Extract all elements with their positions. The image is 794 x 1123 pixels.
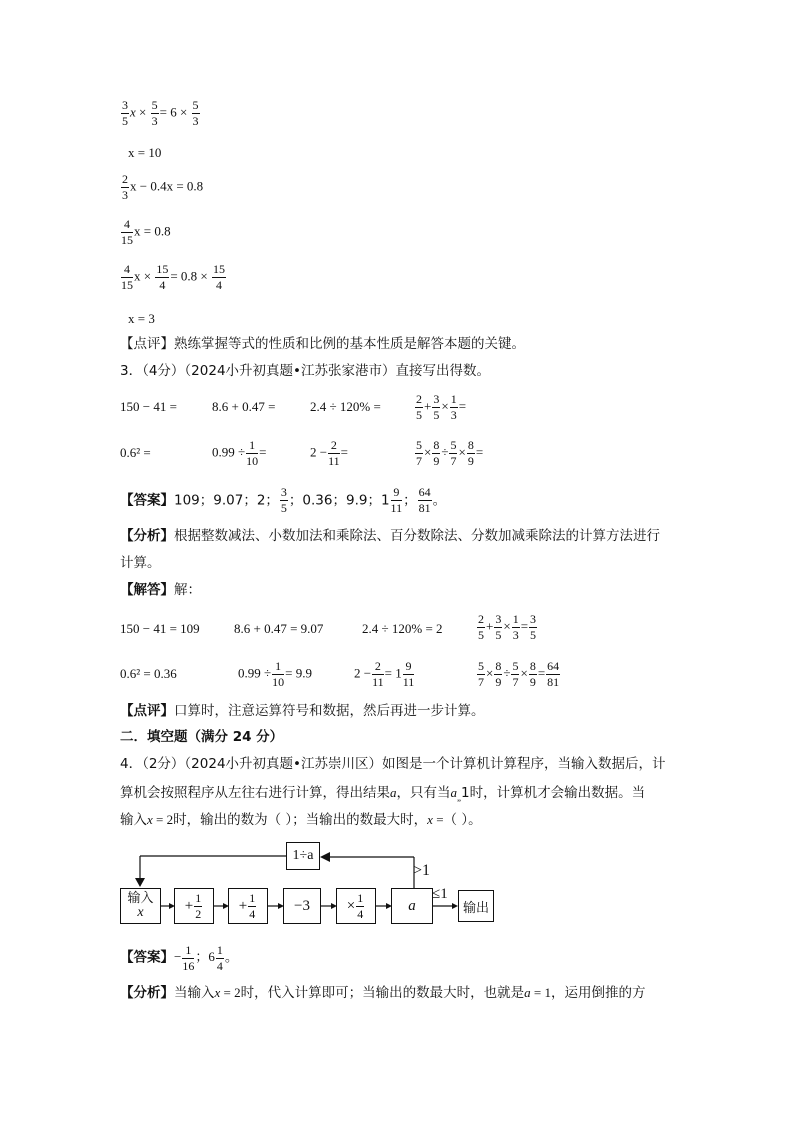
q4-line3: 输入x = 2时，输出的数为（ ）；当输出的数最大时，x =（ ）。	[120, 812, 482, 828]
q3-analysis: 【分析】根据整数减法、小数加法和乘除法、百分数除法、分数加减乘除法的计算方法进行	[120, 528, 660, 544]
q3-sol-2d: $\frac{5}{7}$ × $\frac{8}{9}$ ÷ $\frac{5}{7}$ × $\frac{8}{9}$ = $\frac{64}{81}$	[478, 659, 560, 689]
fraction: $\frac{5}{3}$	[151, 98, 158, 128]
equation-line-4: $\frac{4}{15}$ x = 0.8	[121, 217, 171, 247]
flow-gt1-label: >1	[413, 862, 431, 879]
flow-plus-quarter-box: + 1 4	[228, 888, 268, 924]
equation-line-6: x = 3	[128, 311, 155, 326]
q4-answer: 【答案】− $\frac{1}{16}$ ；6 $\frac{1}{4}$ 。	[120, 943, 239, 973]
q4-line2: 算机会按照程序从左往右进行计算，得出结果a，只有当$a_„1$时，计算机才会输出数据。当	[120, 785, 646, 803]
q3-row2-c: 2 − $\frac{2}{11}$ =	[310, 438, 348, 468]
q3-sol-1c: 2.4 ÷ 120% = 2	[362, 621, 443, 636]
fraction: $\frac{2}{3}$	[122, 172, 128, 202]
fraction: $\frac{3}{5}$	[122, 98, 128, 128]
section-title: 二．填空题（满分 24 分）	[120, 729, 284, 745]
q3-sol-2a: 0.6² = 0.36	[120, 666, 177, 681]
q3-solution: 【解答】解：	[120, 582, 201, 598]
q3-sol-1d: $\frac{2}{5}$ + $\frac{3}{5}$ × $\frac{1}{3}$ = $\frac{3}{5}$	[478, 612, 537, 642]
flow-input-box: 输入 x	[120, 888, 161, 924]
fraction: $\frac{4}{15}$	[121, 217, 133, 247]
flow-a-box: a	[391, 888, 433, 924]
q3-row1-d: $\frac{2}{5}$ + $\frac{3}{5}$ × $\frac{1}{3}$ =	[416, 392, 467, 422]
comment-1: 【点评】熟练掌握等式的性质和比例的基本性质是解答本题的关键。	[120, 336, 525, 352]
q3-sol-2b: 0.99 ÷ $\frac{1}{10}$ = 9.9	[238, 659, 312, 689]
q4-analysis: 【分析】当输入x = 2时，代入计算即可；当输出的数最大时，也就是a = 1，运用倒推的方	[120, 985, 646, 1001]
flow-minus3-box: −3	[283, 888, 321, 924]
equation-line-2: x = 10	[128, 145, 162, 160]
q3-row2-b: 0.99 ÷ $\frac{1}{10}$ =	[212, 438, 267, 468]
q3-analysis-2: 计算。	[120, 555, 161, 571]
q3-sol-1b: 8.6 + 0.47 = 9.07	[234, 621, 324, 636]
q3-row1-b: 8.6 + 0.47 =	[212, 399, 276, 414]
q3-row2-a: 0.6² =	[120, 445, 151, 460]
equation-line-1: $\frac{3}{5}$ x × $\frac{5}{3}$ = 6 × $\frac{5}{3}$	[122, 98, 199, 128]
fraction: $\frac{5}{3}$	[192, 98, 199, 128]
flow-times-quarter-box: × 1 4	[336, 888, 376, 924]
flow-le1-label: ≤1	[432, 886, 448, 902]
q3-row1-c: 2.4 ÷ 120% =	[310, 399, 381, 414]
q3-comment: 【点评】口算时，注意运算符号和数据，然后再进一步计算。	[120, 703, 485, 719]
flow-plus-half-box: + 1 2	[174, 888, 214, 924]
q3-title: 3．（4分）（2024小升初真题•江苏张家港市）直接写出得数。	[120, 363, 490, 379]
fraction: $\frac{15}{4}$	[213, 262, 226, 292]
flow-output-box: 输出	[458, 890, 494, 922]
flow-reciprocal-box: 1÷a	[286, 842, 320, 870]
equation-line-5: $\frac{4}{15}$ x × $\frac{15}{4}$ = 0.8 × $\frac{15}{4}$	[121, 262, 226, 292]
q4-line1: 4．（2分）（2024小升初真题•江苏崇川区）如图是一个计算机计算程序，当输入数据后，计	[120, 756, 666, 772]
fraction: $\frac{15}{4}$	[156, 262, 169, 292]
q3-row1-a: 150 − 41 =	[120, 399, 177, 414]
fraction: $\frac{4}{15}$	[121, 262, 133, 292]
q3-answer: 【答案】109；9.07；2； $\frac{3}{5}$ ；0.36；9.9；1 $\frac{9}{11}$ ； $\frac{64}{81}$ 。	[120, 485, 447, 515]
q3-row2-d: $\frac{5}{7}$ × $\frac{8}{9}$ ÷ $\frac{5}{7}$ × $\frac{8}{9}$ =	[416, 438, 484, 468]
equation-line-3: $\frac{2}{3}$ x − 0.4x = 0.8	[122, 172, 204, 202]
q3-sol-2c: 2 − $\frac{2}{11}$ = 1 $\frac{9}{11}$	[354, 659, 415, 689]
q3-sol-1a: 150 − 41 = 109	[120, 621, 200, 636]
